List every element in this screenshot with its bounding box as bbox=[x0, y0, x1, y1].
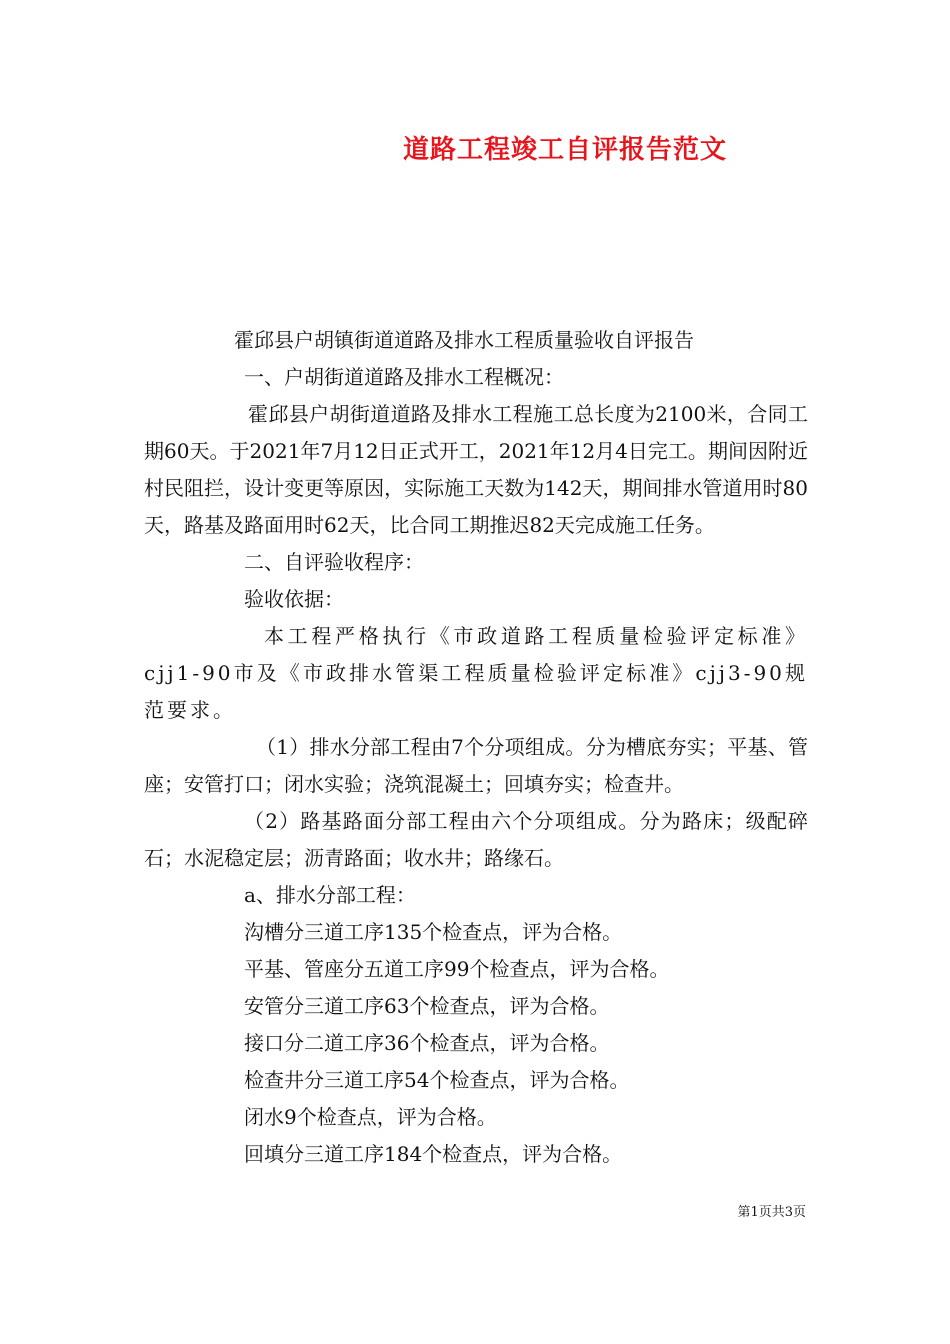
check-line: 回填分三道工序184个检查点，评为合格。 bbox=[244, 1142, 623, 1166]
drainage-subsection-heading: a、排水分部工程： bbox=[244, 883, 416, 907]
check-line: 沟槽分三道工序135个检查点，评为合格。 bbox=[244, 920, 623, 944]
check-line: 安管分三道工序63个检查点，评为合格。 bbox=[244, 994, 610, 1018]
check-line: 闭水9个检查点，评为合格。 bbox=[244, 1105, 497, 1129]
document-body bbox=[144, 322, 808, 1173]
roadbed-item: （2）路基路面分部工程由六个分项组成。分为路床；级配碎石；水泥稳定层；沥青路面；收水井；路缘石。 bbox=[144, 809, 808, 870]
section2-heading: 二、自评验收程序： bbox=[244, 550, 424, 574]
section1-paragraph: 霍邱县户胡街道道路及排水工程施工总长度为2100米，合同工期60天。于2021年7月12日正式开工，2021年12月4日完工。期间因附近村民阻拦，设计变更等原因，实际施工天数为142天，期间排水管道用时80天，路基及路面用时62天，比合同工期推迟82天完成施工任务。 bbox=[144, 402, 808, 537]
check-line: 检查井分三道工序54个检查点，评为合格。 bbox=[244, 1068, 630, 1092]
basis-paragraph: 本工程严格执行《市政道路工程质量检验评定标准》cjj1-90市及《市政排水管渠工程质量检验评定标准》cjj3-90规范要求。 bbox=[144, 624, 808, 722]
document-title: 道路工程竣工自评报告范文 bbox=[402, 135, 727, 165]
section1-heading: 一、户胡街道道路及排水工程概况： bbox=[244, 365, 564, 389]
check-line: 接口分二道工序36个检查点，评为合格。 bbox=[244, 1031, 610, 1055]
check-line: 平基、管座分五道工序99个检查点，评为合格。 bbox=[244, 957, 670, 981]
report-subtitle: 霍邱县户胡镇街道道路及排水工程质量验收自评报告 bbox=[234, 328, 694, 352]
page-number: 第1页共3页 bbox=[737, 1205, 806, 1220]
drainage-item: （1）排水分部工程由7个分项组成。分为槽底夯实；平基、管座；安管打口；闭水实验；浇筑混凝土；回填夯实；检查井。 bbox=[144, 735, 808, 796]
basis-heading: 验收依据： bbox=[244, 587, 344, 611]
